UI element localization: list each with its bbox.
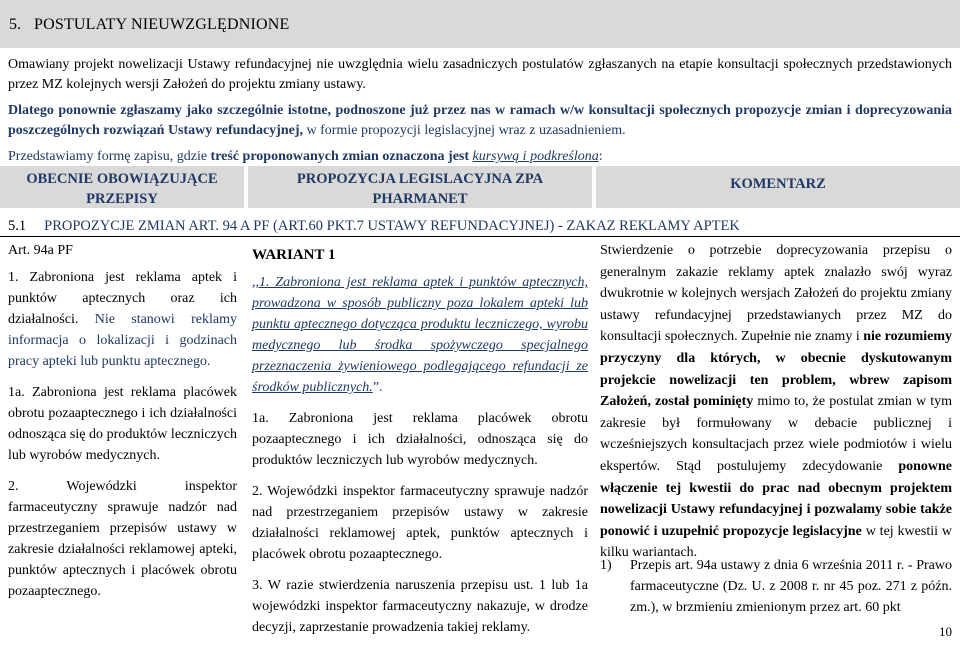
- section-title: POSTULATY NIEUWZGLĘDNIONE: [34, 16, 290, 33]
- header-current-law: OBECNIE OBOWIĄZUJĄCE PRZEPISY: [0, 166, 244, 208]
- section-number: 5.: [9, 16, 21, 33]
- current-law-tag: Art. 94a PF: [8, 243, 73, 258]
- section-header: [0, 0, 960, 48]
- current-law-paragraph-1: 1. Zabroniona jest reklama aptek i punktów aptecznych oraz ich działalności. Nie stanowi reklamy informacja o lokalizacji i godzinach pracy apteki lub punktu aptecznego.: [8, 270, 237, 369]
- footnote-text: Przepis art. 94a ustawy z dnia 6 września 2011 r. - Prawo farmaceutyczne (Dz. U. z 2008 r. nr 45 poz. 271 z późn. zm.), w brzmieniu zmienionym przez art. 60 pkt: [630, 558, 952, 615]
- proposal-paragraph-2: 1a. Zabroniona jest reklama placówek obrotu pozaaptecznego i ich działalności, odnosząca się do produktów leczniczych lub wyrobów medycznych.: [252, 411, 588, 468]
- current-law-column: [8, 240, 237, 612]
- divider: [0, 236, 960, 237]
- intro-paragraph-3: Przedstawiamy formę zapisu, gdzie treść proponowanych zmian oznaczona jest kursywą i podkreślona:: [8, 149, 603, 164]
- table-subheading: 5.1 PROPOZYCJE ZMIAN ART. 94 A PF (ART.60 PKT.7 USTAWY REFUNDACYJNEJ) - ZAKAZ REKLAMY APTEK: [8, 218, 740, 234]
- current-law-paragraph-2: 1a. Zabroniona jest reklama placówek obrotu pozaaptecznego i ich działalności odnosząca się do produktów leczniczych lub wyrobów medycznych.: [8, 385, 237, 463]
- proposal-variant-tag: WARIANT 1: [252, 247, 336, 263]
- intro-text: [8, 55, 952, 173]
- header-comment: KOMENTARZ: [596, 166, 960, 208]
- proposal-paragraph-1: ,,1. Zabroniona jest reklama aptek i punktów aptecznych, prowadzona w sposób publiczny poza lokalem apteki lub punktu aptecznego dotycząca produktu leczniczego, wyrobu medycznego lub środka spożywczego specjalnego przeznaczenia żywieniowego podlegającego refundacji ze środków publicznych.”.: [252, 275, 588, 395]
- intro-paragraph-1: Omawiany projekt nowelizacji Ustawy refundacyjnej nie uwzględnia wielu zasadniczych postulatów zgłaszanych na etapie konsultacji społecznych przedstawionych przez MZ kolejnych wersji Założeń do projektu zmiany ustawy.: [8, 57, 952, 92]
- intro-paragraph-2: Dlatego ponownie zgłaszamy jako szczególnie istotne, podnoszone już przez nas w ramach w/w konsultacji społecznych propozycje zmian i doprecyzowania poszczególnych rozwiązań Ustawy refundacyjnej, w formie propozycji legislacyjnej wraz z uzasadnieniem.: [8, 103, 952, 138]
- comment-column: [600, 240, 952, 574]
- proposal-column: [252, 245, 588, 648]
- proposal-paragraph-3: 2. Wojewódzki inspektor farmaceutyczny sprawuje nadzór nad przestrzeganiem przepisów ustawy w zakresie działalności reklamowej aptek, punktów aptecznych i placówek obrotu pozaaptecznego.: [252, 484, 588, 562]
- footnote-number: 1): [600, 558, 612, 573]
- header-proposal: PROPOZYCJA LEGISLACYJNA ZPA PHARMANET: [248, 166, 592, 208]
- proposal-paragraph-4: 3. W razie stwierdzenia naruszenia przepisu ust. 1 lub 1a wojewódzki inspektor farmaceutyczny nakazuje, w drodze decyzji, zaprzestanie prowadzenia takiej reklamy.: [252, 578, 588, 635]
- comment-paragraph: Stwierdzenie o potrzebie doprecyzowania przepisu o generalnym zakazie reklamy aptek znalazło swój wyraz dwukrotnie w kolejnych wersjach Założeń do projektu zmiany ustawy refundacyjnej przedstawianych przez MZ do konsultacji społecznych. Zupełnie nie znamy i nie rozumiemy przyczyny dla których, w obecnie dyskutowanym projekcie nowelizacji ten problem, wbrew zapisom Założeń, został pominięty mimo to, że postulat zmian w tym zakresie był formułowany w debacie publicznej i wcześniejszych konsultacjach przez wiele podmiotów i wielu ekspertów. Stąd postulujemy zdecydowanie ponowne włączenie tej kwestii do prac nad obecnym projektem nowelizacji Ustawy refundacyjnej i pozwalamy sobie także ponowić i uzupełnić propozycje legislacyjne w tej kwestii w kilku wariantach.: [600, 243, 952, 561]
- page-number: 10: [939, 624, 952, 639]
- current-law-paragraph-3: 2. Wojewódzki inspektor farmaceutyczny sprawuje nadzór nad przestrzeganiem przepisów ustawy w zakresie działalności reklamowej apteki, punktów aptecznych i placówek obrotu pozaaptecznego.: [8, 479, 237, 599]
